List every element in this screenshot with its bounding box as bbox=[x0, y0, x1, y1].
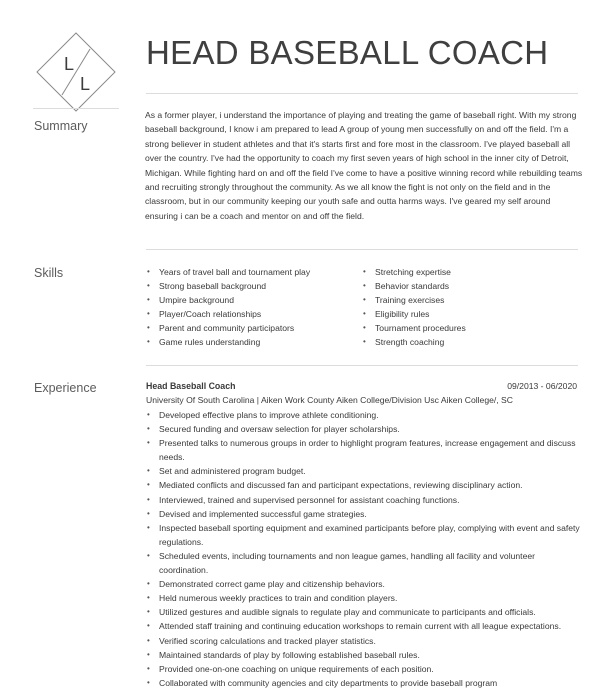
skill-item: • Training exercises bbox=[362, 293, 572, 307]
summary-text: As a former player, i understand the importance of playing and treating the game of baseball right. With my strong baseball background, I know i am prepared to lead A group of young men successfully on and off the field. I'm a strong believer in student athletes and that it's starts first and fore most in the classroom. I've played baseball all over the country. I've had the opportunity to coach my first seven years of high school in the inner city of Detroit, Michigan. While fighting hard on and off the field I've come to have a positive winning record while rebuilding teams and recruiting strongly throughout the community. As we all know the fight is not only on the field and in the classroom, but in our community keeping our youth safe and outta harms ways. I've geared my self around ensuring i can be a coach and mentor on and off the field. bbox=[145, 110, 583, 221]
responsibility-item: • Held numerous weekly practices to train and condition players. bbox=[146, 591, 580, 605]
responsibility-item: • Demonstrated correct game play and citizenship behaviors. bbox=[146, 577, 580, 591]
skills-heading: Skills bbox=[34, 266, 64, 280]
summary-accent-line bbox=[33, 108, 119, 109]
responsibility-item: • Provided one-on-one coaching on unique requirements of each position. bbox=[146, 662, 580, 676]
skill-item: • Years of travel ball and tournament play bbox=[146, 265, 356, 279]
job-dates: 09/2013 - 06/2020 bbox=[507, 381, 577, 391]
skill-item: • Umpire background bbox=[146, 293, 356, 307]
responsibility-item: • Attended staff training and continuing education workshops to remain current with all league expectations. bbox=[146, 619, 580, 633]
skill-item: • Strong baseball background bbox=[146, 279, 356, 293]
responsibility-item: • Developed effective plans to improve athlete conditioning. bbox=[146, 408, 580, 422]
summary-heading: Summary bbox=[34, 119, 88, 133]
skill-item: • Game rules understanding bbox=[146, 335, 356, 349]
job-title: Head Baseball Coach bbox=[146, 381, 236, 391]
responsibility-item: • Collaborated with community agencies and city departments to provide baseball program bbox=[146, 676, 580, 690]
skill-item: • Parent and community participators bbox=[146, 321, 356, 335]
responsibility-item: • Mediated conflicts and discussed fan and participant expectations, reviewing disciplinary action. bbox=[146, 478, 580, 492]
candidate-title: HEAD BASEBALL COACH bbox=[146, 34, 549, 71]
monogram-logo bbox=[36, 32, 116, 112]
responsibility-item: • Maintained standards of play by following established baseball rules. bbox=[146, 648, 580, 662]
header-divider bbox=[146, 93, 578, 94]
skills-divider bbox=[146, 365, 578, 366]
skill-item: • Behavior standards bbox=[362, 279, 572, 293]
responsibility-item: • Secured funding and oversaw selection for player scholarships. bbox=[146, 422, 580, 436]
experience-heading: Experience bbox=[34, 381, 97, 395]
skills-column-right bbox=[362, 265, 572, 349]
responsibility-item: • Interviewed, trained and supervised personnel for assistant coaching functions. bbox=[146, 493, 580, 507]
responsibility-item: • Devised and implemented successful game strategies. bbox=[146, 507, 580, 521]
skill-item: • Stretching expertise bbox=[362, 265, 572, 279]
job-organization: University Of South Carolina | Aiken Work County Aiken College/Division Usc Aiken College/, SC bbox=[146, 395, 513, 405]
job-responsibilities bbox=[146, 408, 580, 690]
skill-item: • Eligibility rules bbox=[362, 307, 572, 321]
responsibility-item: • Set and administered program budget. bbox=[146, 464, 580, 478]
skill-item: • Strength coaching bbox=[362, 335, 572, 349]
skill-item: • Player/Coach relationships bbox=[146, 307, 356, 321]
responsibility-item: • Verified scoring calculations and tracked player statistics. bbox=[146, 634, 580, 648]
monogram-letter-top: L bbox=[64, 54, 75, 74]
responsibility-item: • Inspected baseball sporting equipment and examined participants before play, complying with event and safety regulations. bbox=[146, 521, 580, 549]
responsibility-item: • Scheduled events, including tournaments and non league games, handling all facility and volunteer coordination. bbox=[146, 549, 580, 577]
skill-item: • Tournament procedures bbox=[362, 321, 572, 335]
responsibility-item: • Utilized gestures and audible signals to regulate play and communicate to participants and officials. bbox=[146, 605, 580, 619]
monogram-letter-bottom: L bbox=[80, 74, 91, 94]
skills-column-left bbox=[146, 265, 356, 349]
summary-divider bbox=[146, 249, 578, 250]
responsibility-item: • Presented talks to numerous groups in order to highlight program features, increase engagement and discuss needs. bbox=[146, 436, 580, 464]
